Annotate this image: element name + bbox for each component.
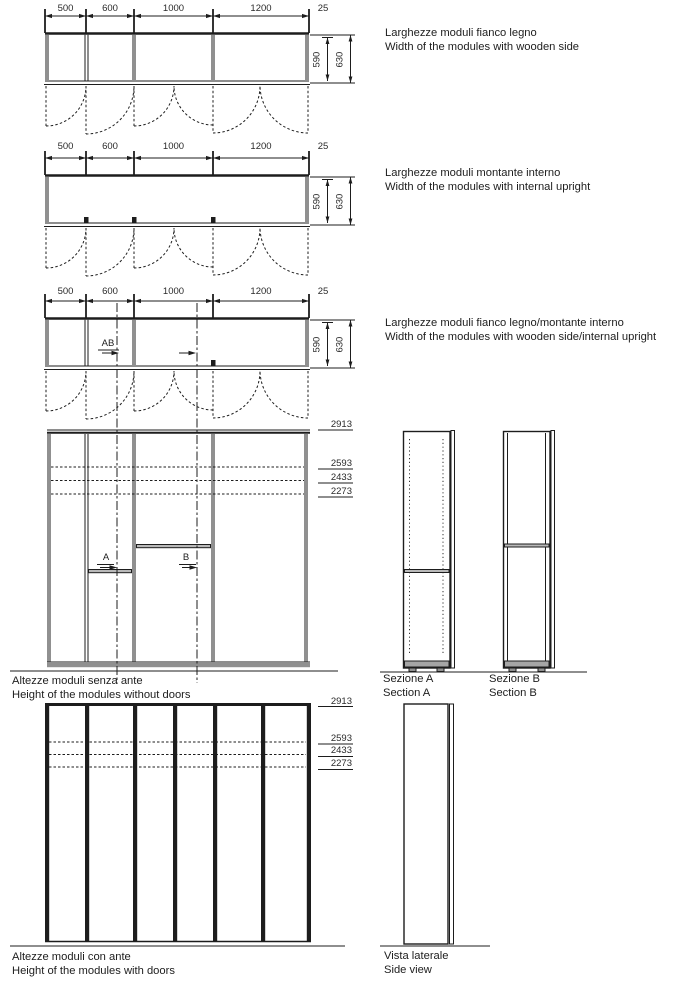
- plan-mixed: [44, 294, 355, 419]
- plan3-title-it: Larghezze moduli fianco legno/montante interno: [385, 317, 624, 329]
- width-dim: 1200: [250, 286, 272, 297]
- elevation-doors-title-it: Altezze moduli con ante: [12, 951, 131, 963]
- side-thickness-dim: 25: [317, 286, 329, 297]
- width-dim: 1000: [162, 141, 185, 152]
- outer-depth-dim: 630: [334, 193, 346, 210]
- section-a: [404, 431, 455, 672]
- width-dim: 1000: [162, 3, 185, 14]
- plan3-title-en: Width of the modules with wooden side/internal upright: [385, 331, 657, 343]
- height-dim: 2273: [330, 486, 352, 497]
- inner-depth-dim: 590: [311, 336, 323, 353]
- plan-internal-upright: [44, 151, 355, 276]
- section-a-label-it: Sezione A: [383, 673, 434, 685]
- plan2-title-it: Larghezze moduli montante interno: [385, 167, 561, 179]
- width-dim: 500: [57, 286, 74, 297]
- section-b-label-en: Section B: [489, 687, 537, 699]
- section-cut-label-a: A: [102, 552, 110, 563]
- outer-depth-dim: 630: [334, 51, 346, 68]
- height-dim: 2433: [330, 745, 352, 756]
- plan1-title-en: Width of the modules with wooden side: [385, 41, 580, 53]
- width-dim: 600: [102, 286, 118, 297]
- side-thickness-dim: 25: [317, 141, 329, 152]
- width-dim: 500: [57, 3, 74, 14]
- width-dim: 1200: [250, 3, 272, 14]
- section-a-label-en: Section A: [383, 687, 431, 699]
- section-cut-label-ab: AB: [101, 338, 115, 349]
- section-b: [504, 431, 555, 672]
- section-b-label-it: Sezione B: [489, 673, 540, 685]
- elevation-doors: [10, 703, 353, 946]
- width-dim: 600: [102, 3, 118, 14]
- height-dim: 2913: [330, 419, 352, 430]
- height-dim: 2593: [330, 458, 352, 469]
- height-dim: 2593: [330, 733, 352, 744]
- elevation-open-title-it: Altezze moduli senza ante: [12, 675, 143, 687]
- inner-depth-dim: 590: [311, 193, 323, 210]
- plan-wooden-side: [44, 9, 355, 134]
- elevation-doors-title-en: Height of the modules with doors: [12, 965, 175, 977]
- side-thickness-dim: 25: [317, 3, 329, 14]
- side-view-title-en: Side view: [384, 964, 432, 976]
- plan2-title-en: Width of the modules with internal upright: [385, 181, 591, 193]
- width-dim: 1000: [162, 286, 185, 297]
- elevation-open: [10, 303, 353, 683]
- width-dim: 1200: [250, 141, 272, 152]
- section-cut-label-b: B: [182, 552, 190, 563]
- side-view: [380, 704, 490, 946]
- height-dim: 2433: [330, 472, 352, 483]
- width-dim: 500: [57, 141, 74, 152]
- height-dim: 2913: [330, 696, 352, 707]
- height-dim: 2273: [330, 758, 352, 769]
- elevation-open-title-en: Height of the modules without doors: [12, 689, 191, 701]
- inner-depth-dim: 590: [311, 51, 323, 68]
- width-dim: 600: [102, 141, 118, 152]
- side-view-title-it: Vista laterale: [384, 950, 449, 962]
- plan1-title-it: Larghezze moduli fianco legno: [385, 27, 537, 39]
- outer-depth-dim: 630: [334, 336, 346, 353]
